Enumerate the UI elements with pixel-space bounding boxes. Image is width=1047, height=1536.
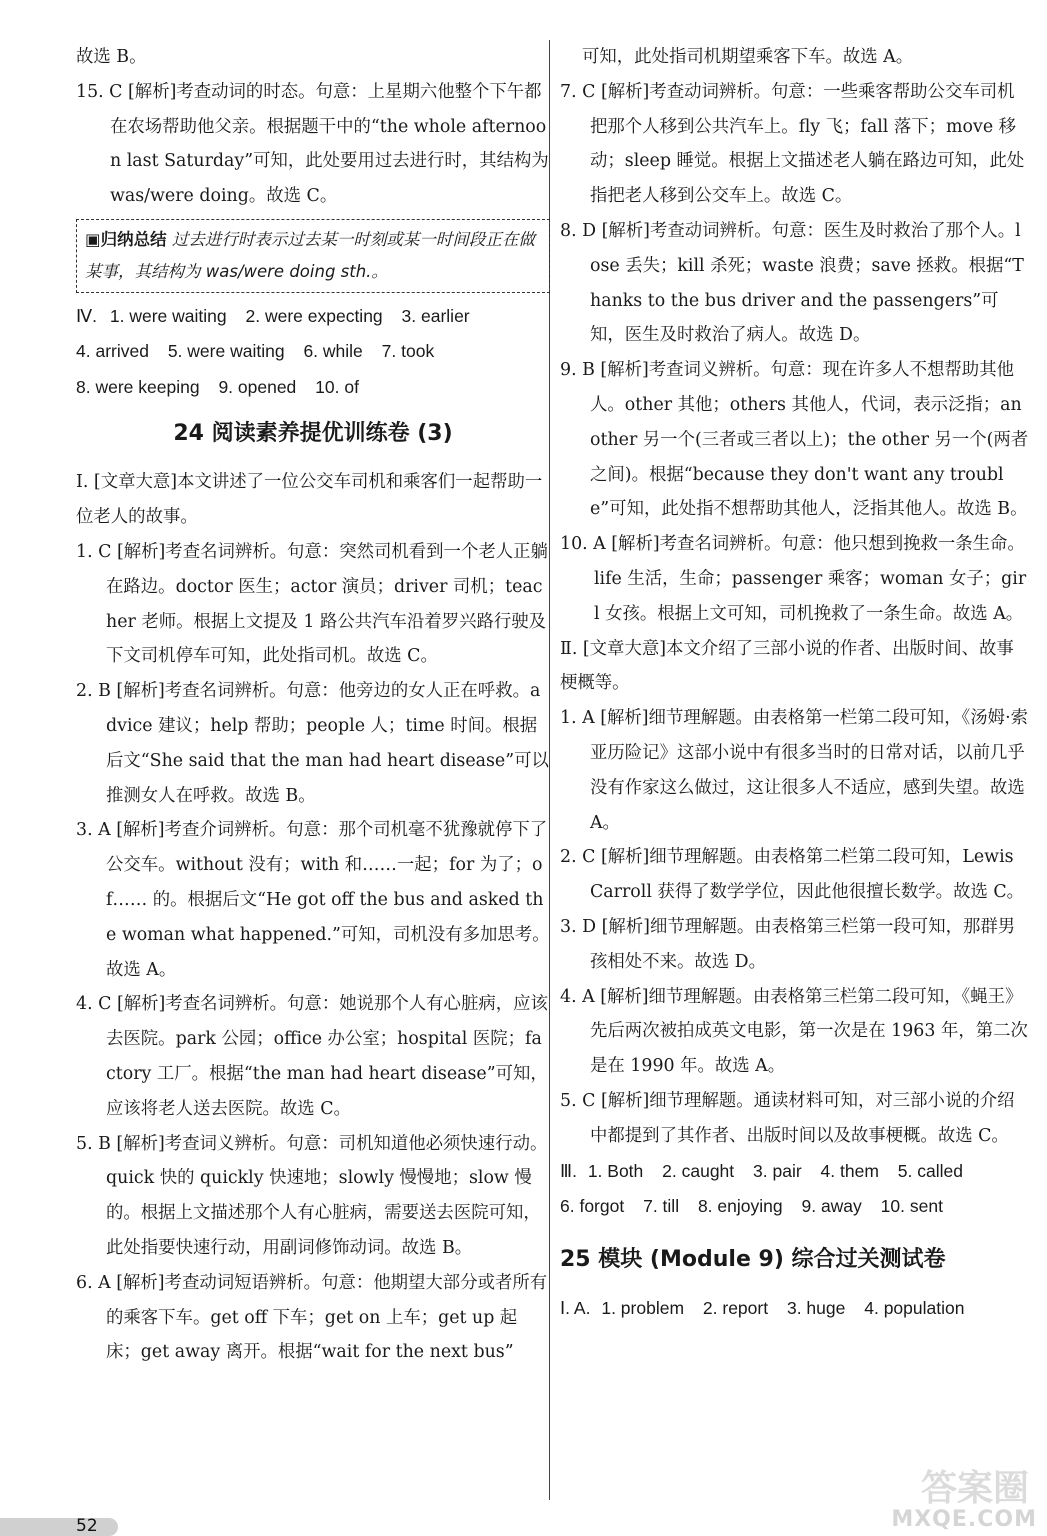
- iv-answer: 7. took: [381, 341, 435, 362]
- page-number: 52: [76, 1516, 98, 1536]
- iii-answer: 9. away: [801, 1196, 862, 1216]
- iii-answer: 6. forgot: [560, 1196, 625, 1216]
- watermark-logo: [862, 1460, 1037, 1532]
- section-ii-summary: Ⅱ. [文章大意]本文介绍了三部小说的作者、出版时间、故事梗概等。: [560, 638, 1014, 694]
- answer-10: 10. A [解析]考查名词辨析。句意：他只想到挽救一条生命。life 生活，生命；passenger 乘客；woman 女子；girl 女孩。根据上文可知，司机挽救了一条生命。故选 A。: [560, 534, 1027, 624]
- iv-answer: 10. of: [315, 376, 359, 397]
- section-25-title: 25 模块 (Module 9) 综合过关测试卷: [560, 1246, 946, 1272]
- section-iii-heading: Ⅲ.: [560, 1160, 577, 1181]
- answer-3: 3. A [解析]考查介词辨析。句意：那个司机毫不犹豫就停下了公交车。without 没有；with 和……一起；for 为了；of…… 的。根据后文“He got off the bus and asked the woman what happened.”可知，司机没有多加思考。故选 A。: [76, 820, 550, 980]
- section-i-heading: Ⅰ. A.: [560, 1297, 591, 1318]
- right-column: [560, 40, 1030, 1326]
- summary-label: ▣归纳总结: [85, 229, 167, 249]
- iv-answer: 5. were waiting: [167, 341, 285, 362]
- answer-9: 9. B [解析]考查词义辨析。句意：现在许多人不想帮助其他人。other 其他；others 其他人，代词，表示泛指；another 另一个(三者或三者以上)；the other 另一个(两者之间)。根据“because they don't want any trouble”可知，此处指不想帮助其他人，泛指其他人。故选 B。: [560, 360, 1029, 520]
- iv-answer: 2. were expecting: [245, 305, 383, 326]
- iv-answer: 8. were keeping: [76, 376, 200, 397]
- section-iii-answers: [560, 1154, 1030, 1225]
- reading-answer-2: 2. C [解析]细节理解题。由表格第二栏第二段可知，Lewis Carroll 获得了数学学位，因此他很擅长数学。故选 C。: [560, 847, 1025, 903]
- answer-1: 1. C [解析]考查名词辨析。句意：突然司机看到一个老人正躺在路边。doctor 医生；actor 演员；driver 司机；teacher 老师。根据上文提及 1 路公共汽车沿着罗兴路行驶及下文司机停车可知，此处指司机。故选 C。: [76, 542, 548, 667]
- section-i-answers: [560, 1291, 1030, 1327]
- watermark-cn-text: 答案圈: [920, 1468, 1029, 1509]
- i-answer: 1. problem: [601, 1297, 685, 1318]
- answer-2: 2. B [解析]考查名词辨析。句意：他旁边的女人正在呼救。advice 建议；help 帮助；people 人；time 时间。根据后文“She said that the man had heart disease”可以推测女人在呼救。故选 B。: [76, 681, 549, 806]
- iv-answer: 3. earlier: [401, 305, 470, 326]
- iv-answer: 9. opened: [218, 376, 297, 397]
- summary-text: 过去进行时表示过去某一时刻或某一时间段正在做某事，其结构为 was/were doing sth.。: [85, 229, 535, 281]
- answer-7: 7. C [解析]考查动词辨析。句意：一些乘客帮助公交车司机把那个人移到公共汽车上。fly 飞；fall 落下；move 移动；sleep 睡觉。根据上文描述老人躺在路边可知，此处指把老人移到公交车上。故选 C。: [560, 81, 1025, 207]
- iii-answer: 2. caught: [662, 1160, 735, 1181]
- i-answer: 2. report: [702, 1297, 769, 1318]
- answer-15: 15. C [解析]考查动词的时态。句意：上星期六他整个下午都在农场帮助他父亲。根据题干中的“the whole afternoon last Saturday”可知，此处要用过去进行时，其结构为 was/were doing。故选 C。: [76, 81, 549, 207]
- left-column: [76, 40, 550, 1370]
- iv-answer: 1. were waiting: [109, 305, 227, 326]
- i-answer: 4. population: [864, 1297, 965, 1318]
- iii-answer: 7. till: [643, 1196, 680, 1216]
- reading-answer-1: 1. A [解析]细节理解题。由表格第一栏第二段可知，《汤姆·索亚历险记》这部小说中有很多当时的日常对话，以前几乎没有作家这么做过，这让很多人不适应，感到失望。故选 A。: [560, 708, 1028, 833]
- reading-answer-5: 5. C [解析]细节理解题。通读材料可知，对三部小说的介绍中都提到了其作者、出版时间以及故事梗概。故选 C。: [560, 1090, 1015, 1146]
- i-answer: 3. huge: [786, 1297, 846, 1318]
- watermark-url: MXQE.COM: [891, 1507, 1037, 1532]
- answer-6-continuation: 可知，此处指司机期望乘客下车。故选 A。: [582, 47, 914, 67]
- section-24-title: 24 阅读素养提优训练卷 (3): [173, 421, 453, 447]
- answer-6: 6. A [解析]考查动词短语辨析。句意：他期望大部分或者所有的乘客下车。get off 下车；get on 上车；get up 起床；get away 离开。根据“wait for the next bus”: [76, 1272, 548, 1363]
- section-iv-heading: Ⅳ.: [76, 305, 98, 326]
- iv-answer: 6. while: [303, 341, 363, 362]
- section-i-summary: Ⅰ. [文章大意]本文讲述了一位公交车司机和乘客们一起帮助一位老人的故事。: [76, 472, 543, 528]
- summary-box: [76, 219, 550, 293]
- iii-answer: 10. sent: [880, 1196, 943, 1216]
- section-iv-answers: [76, 299, 550, 406]
- iii-answer: 8. enjoying: [697, 1196, 783, 1216]
- iii-answer: 5. called: [897, 1160, 963, 1181]
- page-number-tab: [0, 1518, 118, 1536]
- answer-4: 4. C [解析]考查名词辨析。句意：她说那个人有心脏病，应该去医院。park 公园；office 办公室；hospital 医院；factory 工厂。根据“the man had heart disease”可知，应该将老人送去医院。故选 C。: [76, 994, 548, 1119]
- iii-answer: 1. Both: [587, 1160, 644, 1181]
- reading-answer-3: 3. D [解析]细节理解题。由表格第三栏第一段可知，那群男孩相处不来。故选 D。: [560, 916, 1016, 972]
- iv-answer: 4. arrived: [76, 341, 149, 362]
- answer-continuation: 故选 B。: [76, 47, 147, 67]
- iii-answer: 4. them: [820, 1160, 879, 1181]
- answer-8: 8. D [解析]考查动词辨析。句意：医生及时救治了那个人。lose 丢失；kill 杀死；waste 浪费；save 拯救。根据“Thanks to the bus driver and the passengers”可知，医生及时救治了病人。故选 D。: [560, 220, 1024, 346]
- iii-answer: 3. pair: [753, 1160, 802, 1181]
- answer-5: 5. B [解析]考查词义辨析。句意：司机知道他必须快速行动。quick 快的 quickly 快速地；slowly 慢慢地；slow 慢的。根据上文描述那个人有心脏病，需要送去医院可知，此处指要快速行动，用副词修饰动词。故选 B。: [76, 1133, 548, 1259]
- reading-answer-4: 4. A [解析]细节理解题。由表格第三栏第二段可知，《蝇王》先后两次被拍成英文电影，第一次是在 1963 年，第二次是在 1990 年。故选 A。: [560, 986, 1028, 1077]
